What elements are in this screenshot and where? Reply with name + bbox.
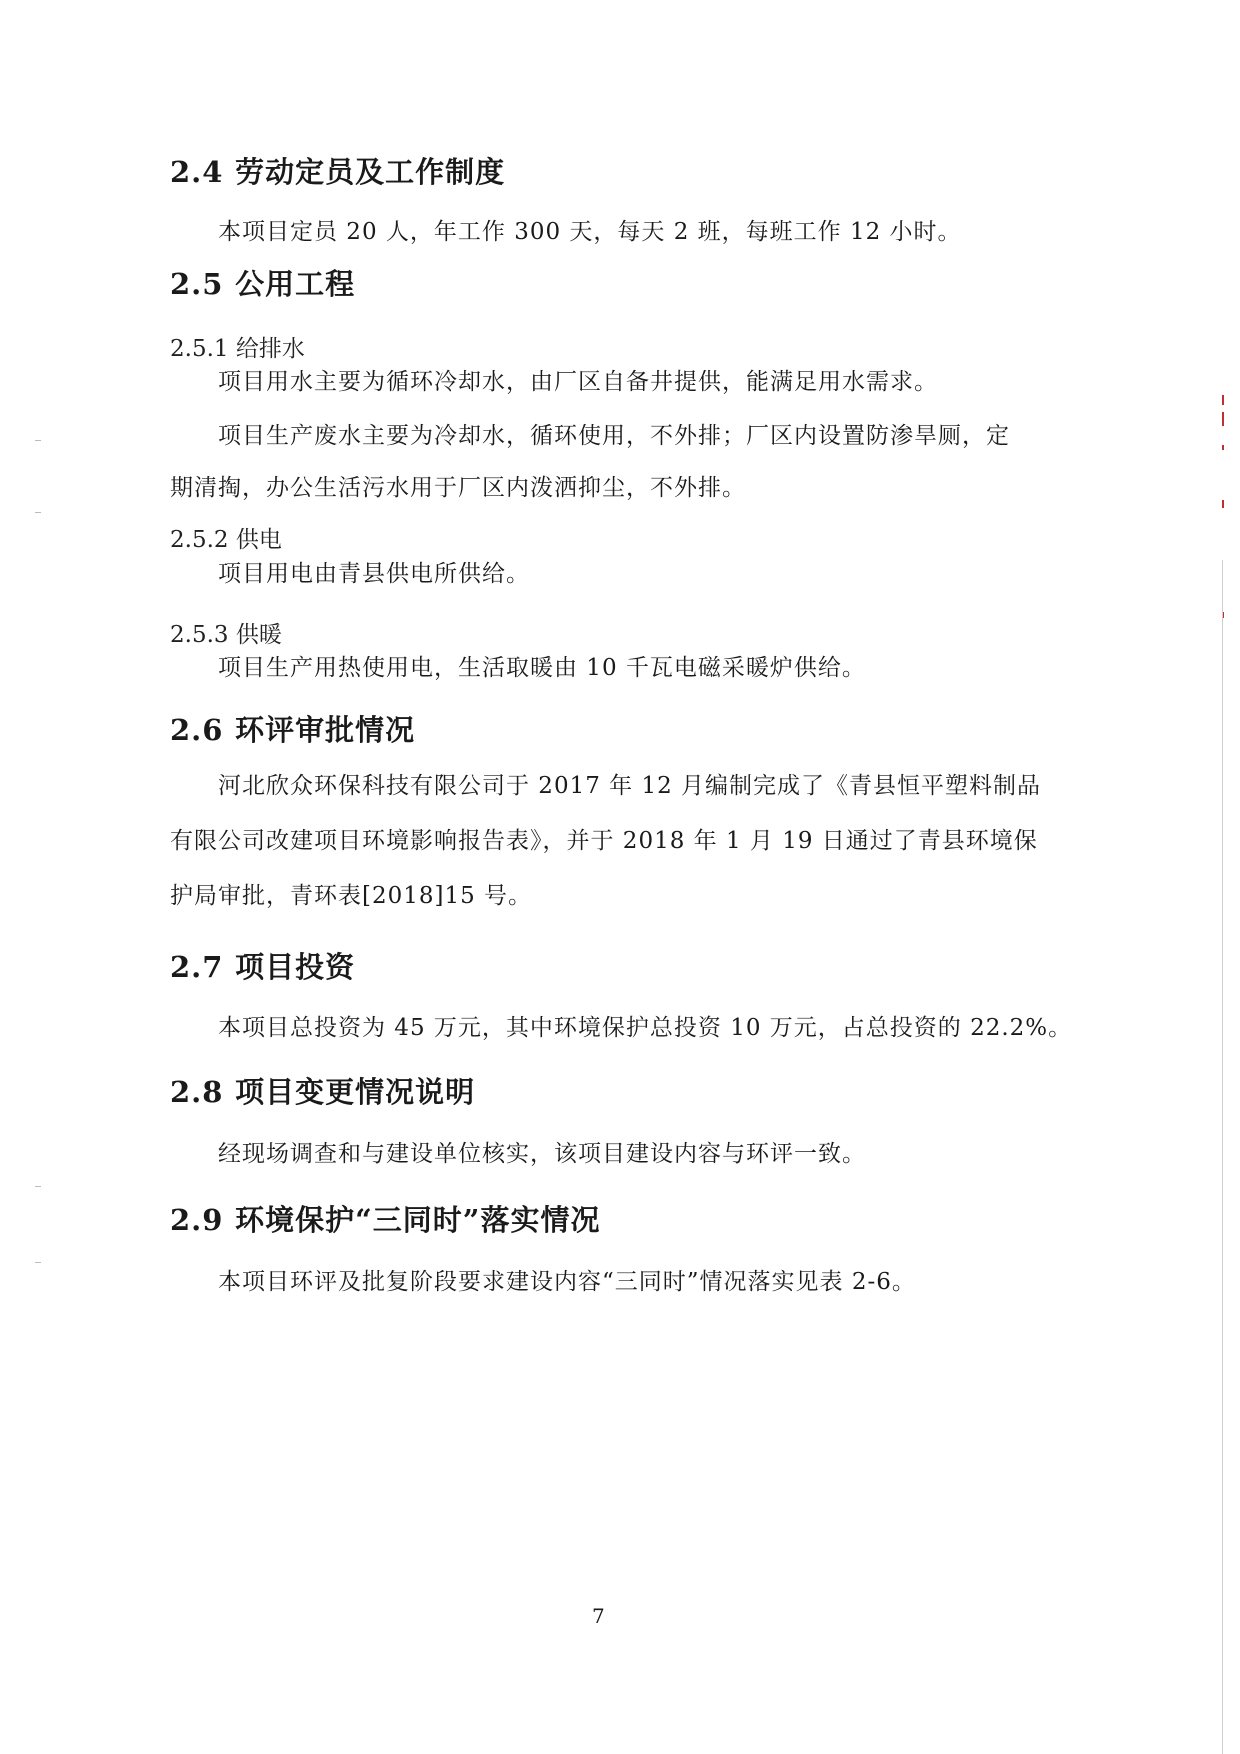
scan-artifact [1222,412,1224,426]
scan-artifact [1222,445,1224,450]
paragraph: 项目用水主要为循环冷却水，由厂区自备井提供，能满足用水需求。 [218,369,938,395]
paragraph: 经现场调查和与建设单位核实，该项目建设内容与环评一致。 [218,1141,866,1167]
paragraph: 河北欣众环保科技有限公司于 2017 年 12 月编制完成了《青县恒平塑料制品 [218,773,1042,799]
section-title: 环评审批情况 [235,713,416,747]
scan-speck [35,1186,41,1187]
scan-speck [35,512,41,513]
paragraph-continuation: 期清掏，办公生活污水用于厂区内泼洒抑尘，不外排。 [170,475,746,501]
section-number: 2.7 [170,950,224,984]
paragraph: 项目生产废水主要为冷却水，循环使用，不外排；厂区内设置防渗旱厕，定 [218,423,1010,449]
scan-edge-line [1222,560,1223,1754]
section-heading-2-5 [170,262,355,303]
page-number: 7 [592,1604,605,1628]
section-title: 项目投资 [235,950,356,984]
section-number: 2.5 [170,267,224,301]
section-title: 公用工程 [235,267,356,301]
paragraph: 本项目总投资为 45 万元，其中环境保护总投资 10 万元，占总投资的 22.2%。 [218,1015,1073,1041]
scan-speck [35,1262,41,1263]
section-title: 环境保护“三同时”落实情况 [235,1203,601,1237]
section-title: 项目变更情况说明 [235,1075,476,1109]
paragraph-continuation: 护局审批，青环表[2018]15 号。 [170,883,533,909]
paragraph: 本项目环评及批复阶段要求建设内容“三同时”情况落实见表 2-6。 [218,1269,916,1295]
paragraph: 项目生产用热使用电，生活取暖由 10 千瓦电磁采暖炉供给。 [218,655,866,681]
scan-speck [35,440,41,441]
section-number: 2.9 [170,1203,224,1237]
subsection-heading-2-5-1: 2.5.1 给排水 [170,336,305,362]
scan-artifact [1222,395,1224,405]
scan-artifact [1222,500,1224,508]
paragraph: 本项目定员 20 人，年工作 300 天，每天 2 班，每班工作 12 小时。 [218,219,962,245]
subsection-heading-2-5-3: 2.5.3 供暖 [170,622,282,648]
subsection-heading-2-5-2: 2.5.2 供电 [170,527,282,553]
section-heading-2-7 [170,945,355,986]
section-heading-2-9 [170,1198,600,1239]
section-heading-2-6 [170,708,415,749]
section-number: 2.8 [170,1075,224,1109]
section-number: 2.6 [170,713,224,747]
section-heading-2-4 [170,150,505,191]
section-number: 2.4 [170,155,224,189]
paragraph-continuation: 有限公司改建项目环境影响报告表》，并于 2018 年 1 月 19 日通过了青县环境保 [170,828,1038,854]
section-heading-2-8 [170,1070,475,1111]
section-title: 劳动定员及工作制度 [235,155,506,189]
paragraph: 项目用电由青县供电所供给。 [218,561,530,587]
